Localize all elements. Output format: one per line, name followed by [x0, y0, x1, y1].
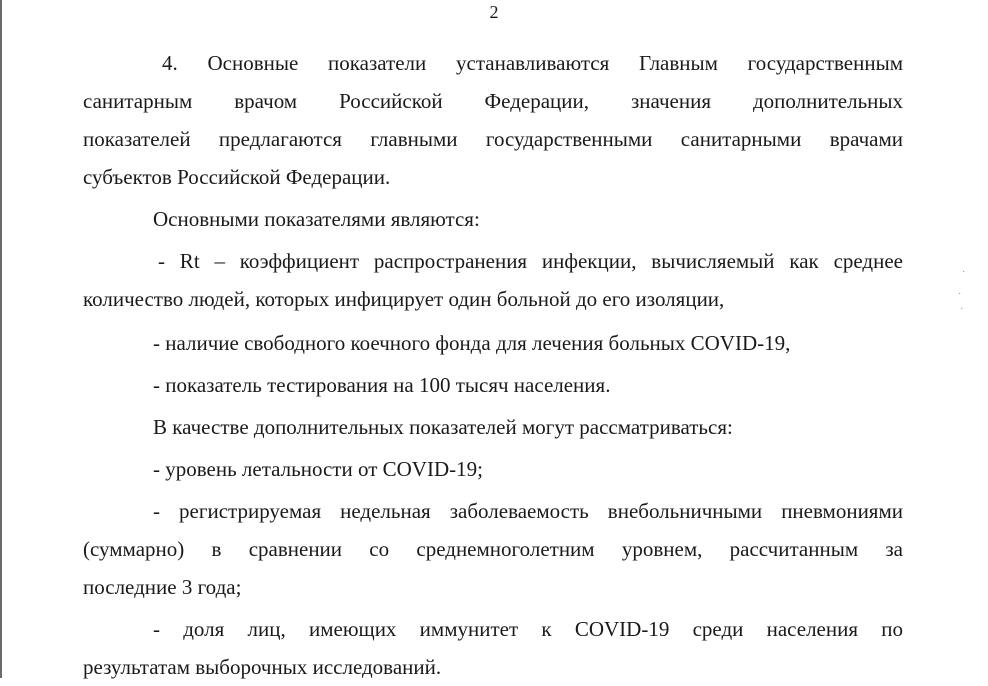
indicator-pneumonia-line-1: - регистрируемая недельная заболеваемость внебольничными пневмониями — [153, 499, 903, 523]
indicator-beds: - наличие свободного коечного фонда для лечения больных COVID-19, — [153, 331, 791, 355]
indicator-pneumonia-line-2: (суммарно) в сравнении со среднемноголетним уровнем, рассчитанным за — [83, 537, 903, 561]
document-body — [83, 44, 903, 686]
paragraph-4-line-2: санитарным врачом Российской Федерации, значения дополнительных — [83, 89, 903, 113]
scan-speck-mark: · — [958, 289, 962, 300]
indicator-pneumonia-line-3: последние 3 года; — [83, 575, 242, 599]
indicator-rt-line-2: количество людей, которых инфицирует один больной до его изоляции, — [83, 287, 725, 311]
indicator-rt-line-1: - Rt – коэффициент распространения инфекции, вычисляемый как среднее — [158, 249, 903, 273]
additional-indicators-heading: В качестве дополнительных показателей могут рассматриваться: — [153, 415, 733, 439]
indicator-testing: - показатель тестирования на 100 тысяч населения. — [153, 373, 611, 397]
paragraph-4-line-4: субъектов Российской Федерации. — [83, 165, 391, 189]
indicator-immunity-line-1: - доля лиц, имеющих иммунитет к COVID-19 среди населения по — [153, 617, 903, 641]
page-left-edge — [0, 0, 2, 678]
page-number: 2 — [489, 2, 499, 22]
paragraph-4-line-1: 4. Основные показатели устанавливаются Главным государственным — [162, 51, 903, 75]
scan-speck-mark: · — [962, 267, 966, 278]
scan-speck-mark: · — [960, 304, 964, 315]
paragraph-4-line-3: показателей предлагаются главными государственными санитарными врачами — [83, 127, 903, 151]
indicator-mortality: - уровень летальности от COVID-19; — [153, 457, 483, 481]
indicator-immunity-line-2: результатам выборочных исследований. — [83, 655, 442, 679]
main-indicators-heading: Основными показателями являются: — [153, 207, 480, 231]
